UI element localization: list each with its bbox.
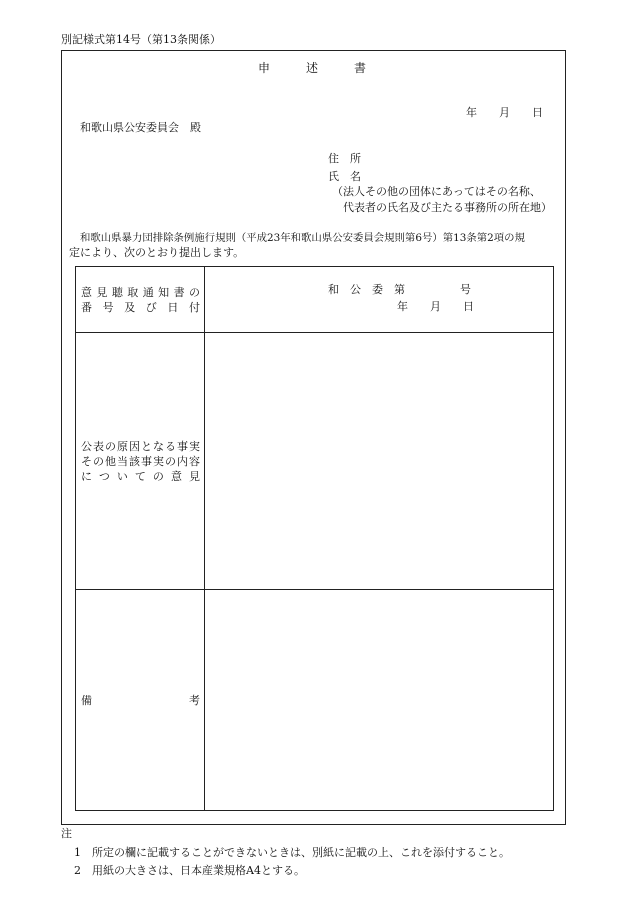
form-title: 申 述 書 <box>258 61 367 75</box>
notice-value-cell[interactable] <box>205 267 554 333</box>
statement-table <box>75 266 554 811</box>
remarks-label: 備 考 <box>81 693 200 707</box>
applicant-note-line2: 代表者の氏名及び主たる事務所の所在地） <box>343 201 552 214</box>
body-text-line1: 和歌山県暴力団排除条例施行規則（平成23年和歌山県公安委員会規則第6号）第13条第2項の規 <box>80 232 525 244</box>
remarks-label-cell <box>76 590 205 811</box>
notice-number: 和 公 委 第 号 <box>328 283 471 296</box>
address-label: 住 所 <box>328 152 361 165</box>
opinion-label-cell <box>76 333 205 590</box>
table-row <box>76 267 554 333</box>
table-row <box>76 333 554 590</box>
notice-date: 年 月 日 <box>397 300 474 313</box>
notice-label-line1: 意見聴取通知書の <box>81 285 200 299</box>
date-line: 年 月 日 <box>466 106 543 119</box>
applicant-note-line1: （法人その他の団体にあってはその名称、 <box>332 185 541 198</box>
notice-label-line2: 番号及び日付 <box>81 300 200 314</box>
notes-heading: 注 <box>61 827 72 840</box>
opinion-label-line2: その他当該事実の内容 <box>81 454 200 468</box>
remarks-value-cell[interactable] <box>205 590 554 811</box>
note-item-1: 1 所定の欄に記載することができないときは、別紙に記載の上、これを添付すること。 <box>74 846 510 859</box>
opinion-label-line1: 公表の原因となる事実 <box>81 439 200 453</box>
opinion-label-line3: についての意見 <box>81 469 200 483</box>
name-label: 氏 名 <box>328 170 361 183</box>
note-item-2: 2 用紙の大きさは、日本産業規格A4とする。 <box>74 864 305 877</box>
form-number: 別記様式第14号（第13条関係） <box>61 33 221 46</box>
addressee: 和歌山県公安委員会 殿 <box>80 121 201 134</box>
body-text-line2: 定により、次のとおり提出します。 <box>69 246 245 259</box>
opinion-value-cell[interactable] <box>205 333 554 590</box>
notice-label-cell <box>76 267 205 333</box>
table-row <box>76 590 554 811</box>
